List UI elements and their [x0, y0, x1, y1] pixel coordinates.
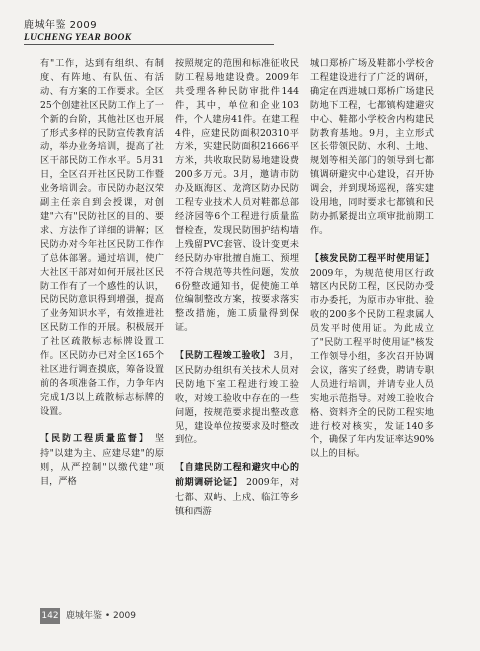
header-title-cn: 鹿城年鉴 2009 — [24, 20, 98, 31]
section-title: 自建民防工程和避灾中心的前期调研论证 — [175, 463, 299, 489]
section-paragraph: 【民防工程质量监督】 坚持"以建为主、应建尽建"的原则，从严控制"以缴代建"项目，严格 — [40, 433, 165, 488]
section-title: 民防工程竣工验收 — [184, 351, 261, 362]
paragraph-text: 2009年，为规范使用区行政辖区内民防工程，区民防办受市办委托，为原市办审批、验收的200多个民防工程隶属人员发平时使用证。为此成立了"民防工程平时使用证"核发工作领导小组，多次召开协调会议，落实了经费，聘请专职人员进行培训，并请专业人员实地示范指导。对竣工验收合格、资料齐全的民防工程实地进行校对核实，发证140多个，确保了年内发证率达90%以上的目标。 — [310, 267, 434, 460]
running-header — [24, 20, 274, 45]
paragraph: 城口郑桥广场及鞋都小学校舍工程建设进行了广泛的调研，确定在西进城口郑桥广场建民防地下工程，七都镇构建避灾中心、鞋都小学校舍内构建民防教育基地。9月，主立形式区长带领民防、水利、土地、规划等相关部门的领导到七都镇调研避灾中心建设，召开协调会，并到现场巡视，落实建设用地，同时要求七都镇和民防办抓紧提出立项审批前期工作。 — [310, 58, 434, 236]
paragraph: 按照规定的范围和标准征收民防工程易地建设费。2009年共受理各种民防审批件144件，其中，单位和企业103件，个人建房41件。在建工程4件，应建民防面积20310平方米，实建民防面积21666平方米，共收取民防易地建设费200多万元。3月，邀请市防办及瓯海区、龙湾区防办民防工程专业技术人员对鞋都总部经济园等6个工程进行质量监督检查，发现民防围护结构墙上残留PVC套管、设计变更未经民防办审批擅自施工、预埋不符合规范等共性问题，发放6份整改通知书，促使施工单位编制整改方案，按要求落实整改措施，施工质量得到保证。 — [175, 58, 299, 334]
text-column-2 — [175, 57, 299, 519]
section-paragraph: 【自建民防工程和避灾中心的前期调研论证】 2009年，对七都、双屿、上戍、临江等乡镇和西游 — [175, 462, 300, 517]
text-column-3 — [310, 57, 434, 461]
section-title: 核发民防工程平时使用证 — [319, 253, 425, 264]
paragraph-text: 坚持"以建为主、应建尽建"的原则，从严控制"以缴代建"项目，严格 — [40, 433, 165, 488]
section-paragraph: 【核发民防工程平时使用证】 2009年，为规范使用区行政辖区内民防工程，区民防办受市办委托，为原市办审批、验收的200多个民防工程隶属人员发平时使用证。为此成立了"民防工程平时使用证"核发工作领导小组，多次召开协调会议，落实了经费，聘请专职人员进行培训，并请专业人员实地示范指导。对竣工验收合格、资料齐全的民防工程实地进行校对核实，发证140多个，确保了年内发证率达90%以上的目标。 — [310, 252, 434, 460]
footer-text: 鹿城年鉴 • 2009 — [66, 611, 136, 621]
section-title: 民防工程质量监督 — [51, 434, 139, 445]
text-column-1 — [40, 57, 164, 489]
paragraph: 有"工作，达到有组织、有制度、有阵地、有队伍、有活动、有方案的工作要求。全区25个创建社区民防工作上了一个新的台阶，其他社区也开展了形式多样的民防宣传教育活动，举办业务培训，提高了社区干部民防工作水平。5月31日，全区召开社区民防工作暨业务培训会。市民防办赵汉荣副主任亲自到会授课，对创建"六有"民防社区的目的、要求、方法作了详细的讲解；区民防办对今年社区民防工作作了总体部署。通过培训，使广大社区干部对如何开展社区民防工作有了一个感性的认识，民防民防意识得到增强，提高了业务知识水平，有效推进社区民防工作的开展。积极展开了社区疏散标志标牌设置工作。区民防办已对全区165个社区进行调查摸底，筹备设置前的各项准备工作，力争年内完成1/3以上疏散标志标牌的设置。 — [40, 58, 164, 417]
header-title-en: LUCHENG YEAR BOOK — [24, 33, 132, 43]
paragraph-text: 2009年，对七都、双屿、上戍、临江等乡镇和西游 — [175, 477, 300, 517]
page-number: 142 — [40, 608, 60, 624]
page-footer — [0, 608, 480, 626]
paragraph-text: 3月，区民防办组织有关技术人员对民防地下室工程进行竣工验收，对竣工验收中存在的一些问题，按规范要求提出整改意见，建设单位按要求及时整改到位。 — [175, 350, 299, 446]
section-paragraph: 【民防工程竣工验收】 3月，区民防办组织有关技术人员对民防地下室工程进行竣工验收，对竣工验收中存在的一些问题，按规范要求提出整改意见，建设单位按要求及时整改到位。 — [175, 350, 299, 446]
